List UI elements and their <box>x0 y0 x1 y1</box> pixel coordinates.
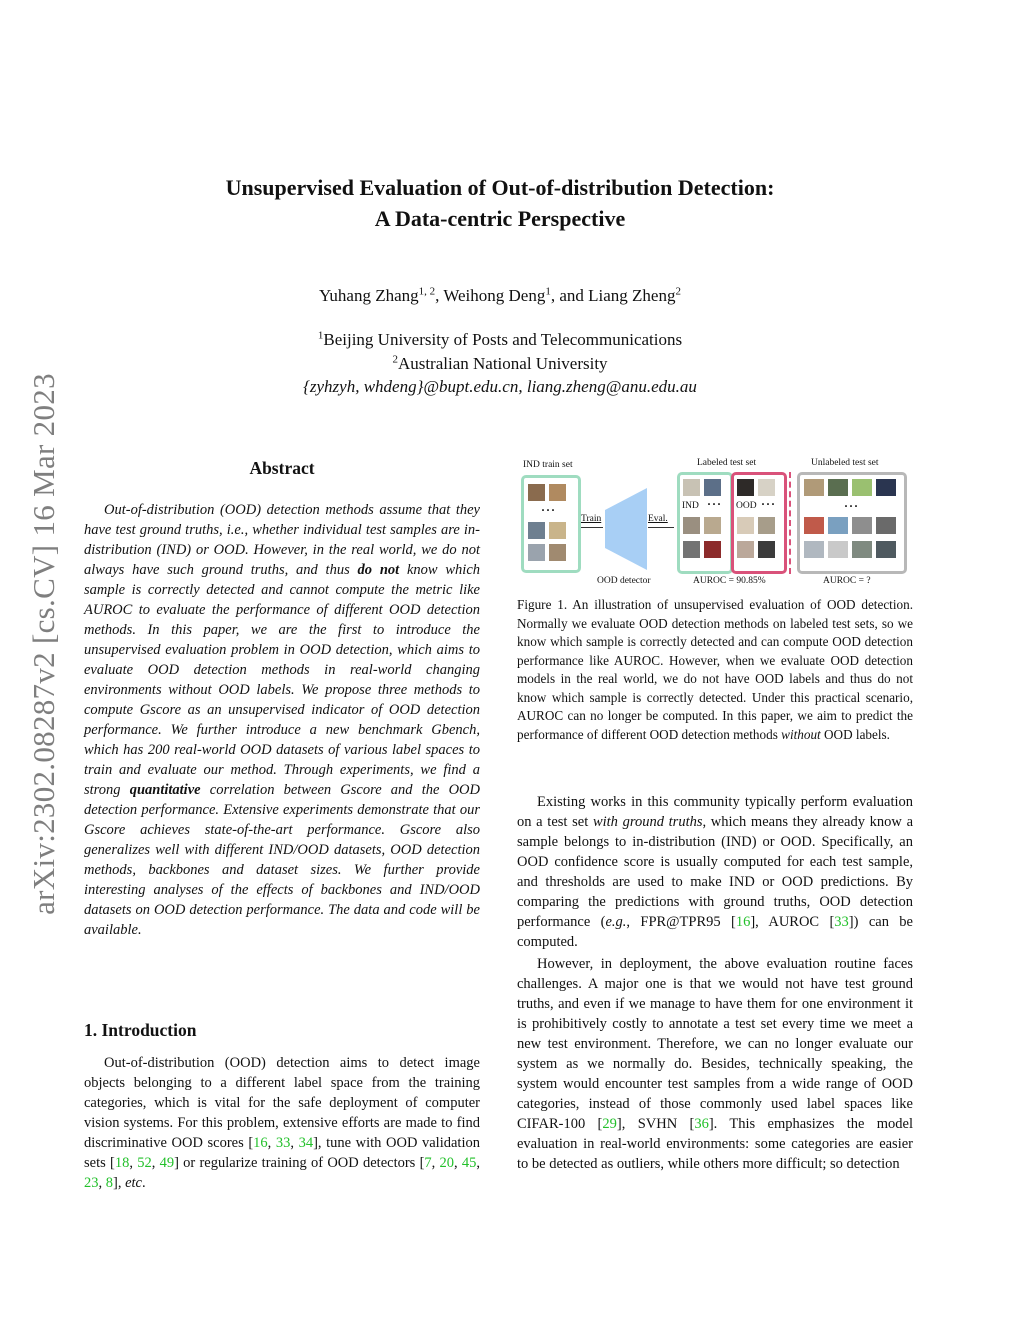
sample-image <box>549 544 566 561</box>
labeled-ind-box <box>677 472 733 574</box>
citation-link[interactable]: 23 <box>84 1175 99 1191</box>
citation-link[interactable]: 36 <box>694 1116 709 1132</box>
title-line-1: Unsupervised Evaluation of Out-of-distribution Detection: <box>225 175 775 200</box>
ellipsis: ··· <box>844 499 860 513</box>
auroc-unknown-label: AUROC = ? <box>823 576 871 586</box>
eval-arrow-label: Eval. <box>648 514 668 524</box>
text-run: ], tune with OOD validation sets [ <box>84 1135 480 1171</box>
paragraph <box>517 792 913 952</box>
text-run: However, in deployment, the above evaluation routine faces challenges. A major one is that we would not have test ground truths, and even if we manage to have them for one environment it is prohibitively costly to annotate a test set every time we meet a new test environment. Therefore, we can no longer evaluate our system as we normally do. Besides, technically speaking, the system would encounter test samples from a wide range of OOD categories, instead of those commonly used label spaces like CIFAR-100 [ <box>517 956 913 1132</box>
section-heading-introduction: 1. Introduction <box>84 1020 197 1040</box>
figure-1-illustration <box>517 456 917 590</box>
unlabeled-test-set-label: Unlabeled test set <box>811 458 879 468</box>
ood-detector-icon <box>605 486 647 572</box>
train-arrow <box>581 527 603 528</box>
sample-image <box>852 541 872 558</box>
text-run: Out-of-distribution (OOD) detection aims to detect image objects belonging to a different label space from the training categories, which is vital for the safe deployment of computer vision systems. For this problem, extensive efforts are made to find discriminative OOD scores [ <box>84 1055 480 1151</box>
sample-image <box>683 541 700 558</box>
divider <box>789 472 791 574</box>
figure-1-caption <box>517 596 913 744</box>
abstract-text <box>84 500 480 940</box>
sample-image <box>704 517 721 534</box>
citation-link[interactable]: 16 <box>253 1135 268 1151</box>
caption-emphasis: without <box>781 726 821 742</box>
text-run: with ground truths <box>592 814 703 830</box>
citation-link[interactable]: 20 <box>439 1155 455 1171</box>
sample-image <box>683 517 700 534</box>
paragraph <box>517 954 913 1174</box>
sample-image <box>876 517 896 534</box>
text-run: e.g. <box>605 914 627 930</box>
sample-image <box>528 522 545 539</box>
abstract-bold: do not <box>357 562 400 578</box>
abstract-part: Out-of-distribution (OOD) detection methods assume that they have test ground truths, i.e., whether individual test samples are in-distribution (IND) or OOD. However, in the real world, we do not always have such ground truths, and thus <box>84 502 480 578</box>
text-run: , which means they already know a sample belongs to in-distribution (IND) or OOD. Specifically, an OOD confidence score is usually computed for each test sample, and thresholds are used to make IND or OOD predictions. By comparing the predictions with ground truths, OOD detection performance ( <box>517 814 914 930</box>
ind-train-set-box <box>521 475 581 573</box>
ind-train-set-label: IND train set <box>523 460 573 470</box>
auroc-known-label: AUROC = 90.85% <box>693 576 766 586</box>
citation-link[interactable]: 45 <box>461 1155 477 1171</box>
sample-image <box>828 517 848 534</box>
text-run: ]. This emphasizes the model evaluation in real-world environments: some categories are easier to be detected as outliers, while others more difficult; so detection <box>517 1116 913 1172</box>
text-run: ]) can be computed. <box>517 914 913 950</box>
affiliation-1: Beijing University of Posts and Telecommunications <box>323 330 683 349</box>
citation-link[interactable]: 34 <box>298 1135 314 1151</box>
citation-link[interactable]: 33 <box>275 1135 291 1151</box>
sample-image <box>828 479 848 496</box>
text-run: ], SVHN [ <box>616 1116 695 1132</box>
affil-sup: 1 <box>317 329 324 342</box>
eval-arrow <box>648 527 674 528</box>
abstract-part: correlation between Gscore and the OOD detection performance. Extensive experiments demonstrate that our Gscore achieves state-of-the-art performance. Gscore also generalizes well with different IND/OOD datasets, OOD detection methods, backbones and dataset sizes. We further provide interesting analyses of the effects of backbones and IND/OOD datasets on OOD detection performance. The data and code will be available. <box>84 782 480 938</box>
paper-title <box>150 172 850 234</box>
sample-image <box>852 479 872 496</box>
ellipsis: ··· <box>707 497 723 511</box>
author-emails: {zyhzyh, whdeng}@bupt.edu.cn, liang.zheng@anu.edu.au <box>303 377 697 396</box>
citation-link[interactable]: 29 <box>602 1116 617 1132</box>
sample-image <box>804 479 824 496</box>
sample-image <box>876 541 896 558</box>
sample-image <box>804 517 824 534</box>
sample-image <box>758 479 775 496</box>
introduction-paragraph: Out-of-distribution (OOD) detection aims to detect image objects belonging to a different label space from the training categories, which is vital for the safe deployment of computer vision systems. For this problem, extensive efforts are made to find discriminative OOD scores [16, 33, 34], tune with OOD validation sets [18, 52, 49] or regularize training of OOD detectors [7, 20, 45, 23, 8], etc. <box>84 1055 481 1191</box>
text-run: ], <box>113 1175 126 1191</box>
unlabeled-test-set-box <box>797 472 907 574</box>
author-name: Yuhang Zhang <box>319 286 419 305</box>
author-list <box>150 286 850 306</box>
title-line-2: A Data-centric Perspective <box>374 206 626 231</box>
sample-image <box>704 479 721 496</box>
train-arrow-label: Train <box>581 514 602 524</box>
citation-link[interactable]: 33 <box>834 914 849 930</box>
affiliation-2: Australian National University <box>397 353 608 373</box>
citation-link[interactable]: 7 <box>424 1155 432 1171</box>
text-run: . <box>142 1175 146 1191</box>
ood-tag: OOD <box>736 501 757 511</box>
citation-link[interactable]: 52 <box>137 1155 152 1171</box>
author-name: , Weihong Deng <box>435 286 546 305</box>
right-column-body <box>517 792 913 1176</box>
labeled-ood-box <box>731 472 787 574</box>
abstract-part: know which sample is correctly detected and cannot compute the metric like AUROC to evaluate the performance of different OOD detection methods. In this paper, we are the first to introduce the unsupervised evaluation problem in OOD detection, which aims to evaluate OOD detection methods in real-world changing environments without OOD labels. We propose three methods to compute Gscore as an unsupervised indicator of OOD detection performance. We further introduce a new benchmark Gbench, which has 200 real-world OOD datasets of various label spaces to train and evaluate our method. Through experiments, we find a strong <box>84 562 480 798</box>
text-run: ], AUROC [ <box>750 914 835 930</box>
ellipsis: ··· <box>541 503 557 517</box>
sample-image <box>549 484 566 501</box>
sample-image <box>704 541 721 558</box>
text-run: Existing works in this community typically perform evaluation on a test set <box>517 794 913 830</box>
abstract-heading: Abstract <box>249 458 315 478</box>
citation-link[interactable]: 16 <box>735 914 751 930</box>
sample-image <box>852 517 872 534</box>
sample-image <box>758 517 775 534</box>
sample-image <box>737 541 754 558</box>
ood-detector-label: OOD detector <box>597 576 651 586</box>
arxiv-id: arXiv:2302.08287v2 [cs.CV] 16 Mar 2023 <box>26 373 61 915</box>
text-run: etc <box>125 1175 142 1191</box>
sample-image <box>828 541 848 558</box>
text-run: , FPR@TPR95 [ <box>626 914 736 930</box>
ind-tag: IND <box>682 501 699 511</box>
citation-link[interactable]: 8 <box>105 1175 113 1191</box>
sample-image <box>528 484 545 501</box>
abstract-bold: quantitative <box>129 782 201 798</box>
arxiv-sidebar-stamp <box>24 348 64 940</box>
sample-image <box>804 541 824 558</box>
author-affil-sup: 1, 2 <box>418 285 436 298</box>
citation-link[interactable]: 49 <box>159 1155 175 1171</box>
sample-image <box>737 517 754 534</box>
sample-image <box>549 522 566 539</box>
sample-image <box>683 479 700 496</box>
sample-image <box>758 541 775 558</box>
text-run: ] or regularize training of OOD detectors [ <box>174 1155 425 1171</box>
affiliations <box>150 328 850 399</box>
caption-text: OOD labels. <box>820 726 890 742</box>
labeled-test-set-label: Labeled test set <box>697 458 757 468</box>
author-affil-sup: 2 <box>675 285 681 298</box>
citation-link[interactable]: 18 <box>114 1155 130 1171</box>
ellipsis: ··· <box>761 497 777 511</box>
author-affil-sup: 1 <box>545 285 551 298</box>
sample-image <box>737 479 754 496</box>
sample-image <box>876 479 896 496</box>
sample-image <box>528 544 545 561</box>
author-name: , and Liang Zheng <box>550 286 676 305</box>
affil-sup: 2 <box>392 352 398 365</box>
caption-text: Figure 1. An illustration of unsupervised evaluation of OOD detection. Normally we evaluate OOD detection methods on labeled test sets, so we know which sample is correctly detected and can compute OOD detection performance like AUROC. However, when we evaluate OOD detection models in the real world, we do not have OOD labels and thus do not know which sample is correctly detected. Under this practical scenario, AUROC can no longer be computed. In this paper, we aim to predict the performance of different OOD detection methods <box>517 597 913 742</box>
